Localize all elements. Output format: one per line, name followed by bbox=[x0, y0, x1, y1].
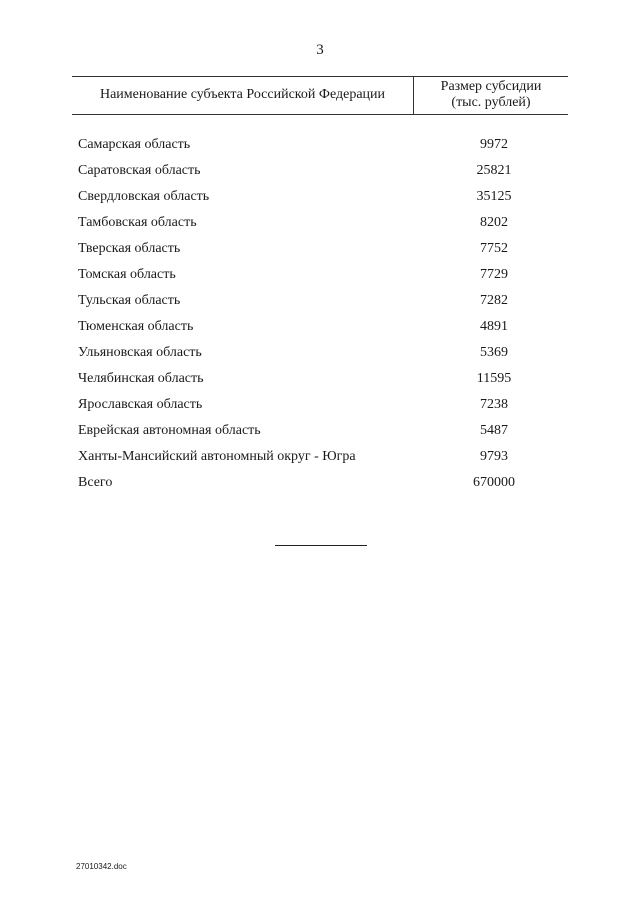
subsidy-value: 8202 bbox=[480, 215, 508, 230]
region-name: Тамбовская область bbox=[78, 215, 197, 230]
region-name: Тульская область bbox=[78, 293, 181, 308]
subsidy-value: 25821 bbox=[476, 163, 512, 178]
table-row bbox=[78, 291, 568, 317]
subsidy-value: 9793 bbox=[480, 449, 508, 464]
table-row bbox=[78, 447, 568, 473]
subsidy-column-header bbox=[414, 79, 568, 111]
region-name: Тюменская область bbox=[78, 319, 194, 334]
page-number: 3 bbox=[316, 42, 324, 58]
total-label: Всего bbox=[78, 475, 113, 490]
end-of-document-rule bbox=[275, 545, 367, 546]
subsidy-header-line1: Размер субсидии bbox=[440, 79, 542, 94]
footer-file-name: 27010342.doc bbox=[76, 862, 127, 871]
table-row bbox=[78, 369, 568, 395]
table-row bbox=[78, 239, 568, 265]
region-name: Саратовская область bbox=[78, 163, 201, 178]
region-name: Ярославская область bbox=[78, 397, 203, 412]
region-name: Ханты-Мансийский автономный округ - Югра bbox=[78, 449, 356, 464]
subsidy-value: 11595 bbox=[476, 371, 512, 386]
table-row bbox=[78, 317, 568, 343]
region-name: Свердловская область bbox=[78, 189, 210, 204]
table-row bbox=[78, 265, 568, 291]
subsidy-value: 4891 bbox=[480, 319, 508, 334]
table-body bbox=[78, 135, 568, 499]
table-row bbox=[78, 135, 568, 161]
subsidy-value: 5487 bbox=[480, 423, 508, 438]
table-row bbox=[78, 187, 568, 213]
region-name: Самарская область bbox=[78, 137, 191, 152]
subsidy-value: 35125 bbox=[476, 189, 512, 204]
subsidy-value: 9972 bbox=[480, 137, 508, 152]
table-row bbox=[78, 161, 568, 187]
total-value: 670000 bbox=[473, 475, 515, 490]
subsidy-value: 7752 bbox=[480, 241, 508, 256]
total-row bbox=[78, 473, 568, 499]
subsidy-value: 7282 bbox=[480, 293, 508, 308]
table-header bbox=[72, 76, 568, 115]
subsidy-value: 7238 bbox=[480, 397, 508, 412]
subsidy-value: 7729 bbox=[480, 267, 508, 282]
region-name: Челябинская область bbox=[78, 371, 204, 386]
table-row bbox=[78, 213, 568, 239]
subsidy-header-line2: (тыс. рублей) bbox=[451, 95, 531, 110]
table-row bbox=[78, 343, 568, 369]
table-row bbox=[78, 395, 568, 421]
region-column-header: Наименование субъекта Российской Федерации bbox=[99, 87, 386, 102]
region-name: Ульяновская область bbox=[78, 345, 202, 360]
subsidy-value: 5369 bbox=[480, 345, 508, 360]
region-name: Томская область bbox=[78, 267, 176, 282]
region-name: Еврейская автономная область bbox=[78, 423, 261, 438]
region-name: Тверская область bbox=[78, 241, 181, 256]
table-row bbox=[78, 421, 568, 447]
